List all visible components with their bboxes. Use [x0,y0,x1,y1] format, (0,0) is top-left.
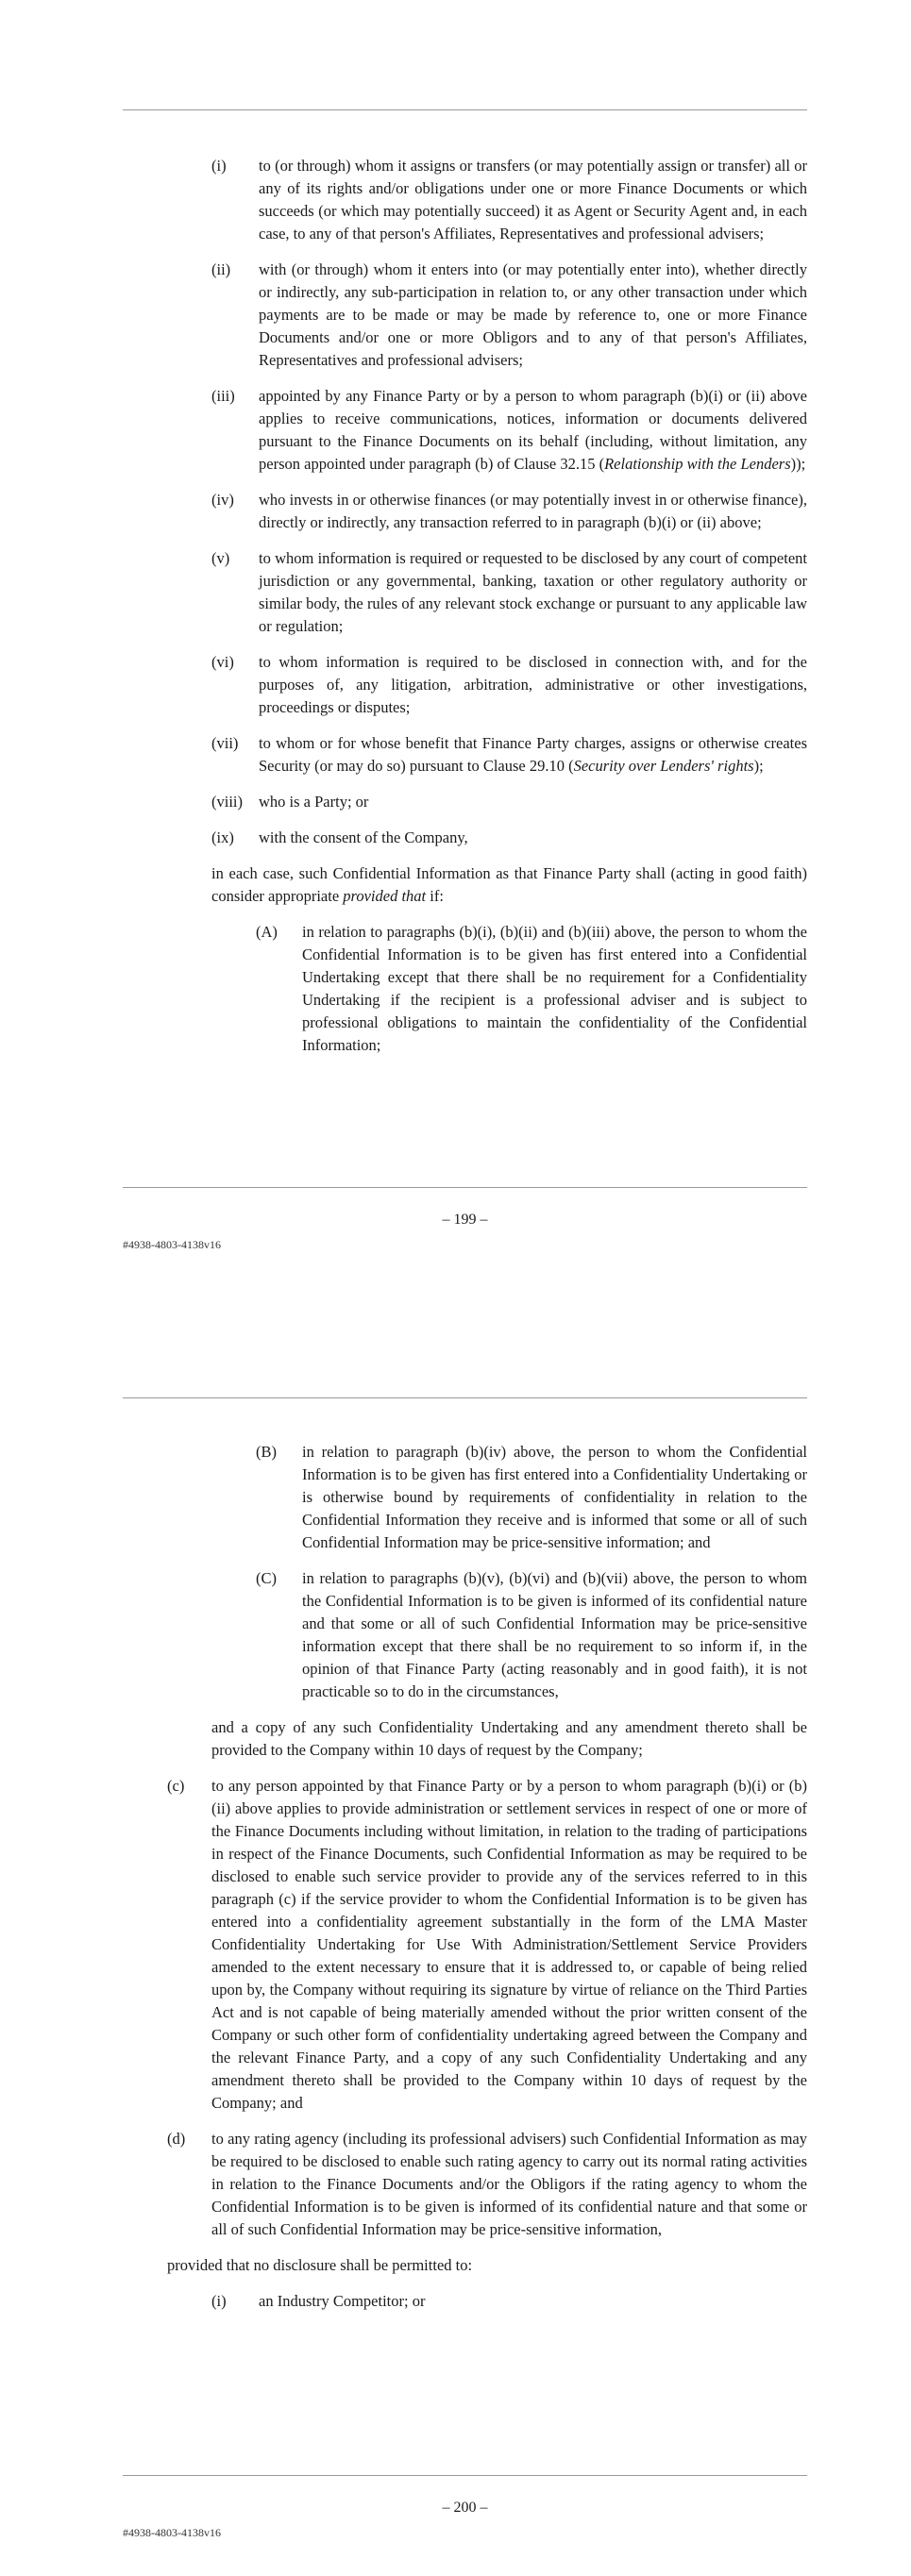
page-200-body [123,1441,807,2326]
item-label: (v) [211,549,230,567]
clause-item-v [123,547,807,638]
clause-item-c [123,1775,807,2115]
item-text: to whom information is required to be disclosed in connection with, and for the purposes of, any litigation, arbitration, administrative or other investigations, proceedings or disputes; [259,653,807,716]
item-text: to whom or for whose benefit that Finance Party charges, assigns or otherwise creates Security (or may do so) pursuant to Clause 29.10 (Security over Lenders' rights); [259,734,807,775]
item-label: (iii) [211,387,235,405]
clause-item-A [123,921,807,1057]
clause-item-iv [123,489,807,534]
page-199-body [123,155,807,1070]
page-number: – 199 – [442,1212,488,1228]
page-200 [0,1288,911,2576]
clause-item-vi [123,651,807,719]
header-rule [123,109,807,110]
item-label: (C) [256,1569,277,1587]
item-text: an Industry Competitor; or [259,2292,426,2310]
item-label: (d) [167,2130,186,2148]
proviso-paragraph: provided that no disclosure shall be permitted to: [167,2256,473,2274]
item-text: to any person appointed by that Finance Party or by a person to whom paragraph (b)(i) or (b)(ii) above applies to provide administration or settlement services in respect of one or more of the Finance Documents including without limitation, in relation to the trading of participations in respect of the Finance Documents, such Confidential Information as may be required to be disclosed to enable such service provider to provide any of the services referred to in this paragraph (c) if the service provider to whom the Confidential Information is to be given has entered into a confidentiality agreement substantially in the form of the LMA Master Confidentiality Undertaking for Use With Administration/Settlement Service Providers amended to the extent necessary to ensure that it is addressed to, or capable of being relied upon by, the Company without requiring its signature by virtue of reliance on the Third Parties Act and is not capable of being materially amended without the prior written consent of the Company or such other form of confidentiality undertaking agreed between the Company and the relevant Finance Party, and a copy of any such Confidentiality Undertaking and any amendment thereto shall be provided to the Company within 10 days of request by the Company; and [211,1777,807,2112]
clause-item-vii [123,732,807,778]
item-label: (vii) [211,734,239,752]
item-label: (viii) [211,793,243,811]
item-label: (i) [211,157,227,175]
clause-item-iii [123,385,807,476]
item-text: to any rating agency (including its professional advisers) such Confidential Information as may be required to be disclosed to enable such rating agency to carry out its normal rating activities in relation to the Finance Documents and/or the Obligors if the rating agency to whom the Confidential Information is to be given is informed of its confidential nature and that some or all of such Confidential Information may be price-sensitive information, [211,2130,807,2238]
item-label: (vi) [211,653,234,671]
clause-item-i-competitor [123,2290,807,2313]
clause-item-C [123,1567,807,1703]
item-text: with (or through) whom it enters into (or may potentially enter into), whether directly or indirectly, any sub-participation in relation to, or any other transaction under which payments are to be made or may be made by reference to, one or more Finance Documents and/or one or more Obligors and to any of that person's Affiliates, Representatives and professional advisers; [259,260,807,369]
clause-item-B [123,1441,807,1554]
item-text: in relation to paragraphs (b)(v), (b)(vi) and (b)(vii) above, the person to whom the Confidential Information is to be given is informed of its confidential nature and that some or all of such Confidential Information may be price-sensitive information except that there shall be no requirement to so inform if, in the opinion of that Finance Party (acting reasonably and in good faith), it is not practicable so to do in the circumstances, [302,1569,807,1700]
item-label: (ix) [211,828,234,846]
item-text: in relation to paragraphs (b)(i), (b)(ii) and (b)(iii) above, the person to whom the Confidential Information is to be given has first entered into a Confidential Undertaking except that there shall be no requirement for a Confidentiality Undertaking if the recipient is a professional adviser and is subject to professional obligations to maintain the confidentiality of the Confidential Information; [302,923,807,1054]
closing-paragraph: in each case, such Confidential Information as that Finance Party shall (acting in good faith) consider appropriate provided that if: [211,864,807,905]
item-text: in relation to paragraph (b)(iv) above, the person to whom the Confidential Information is to be given has first entered into a Confidentiality Undertaking or is otherwise bound by requirements of confidentiality in relation to the Confidential Information they receive and is informed that some or all of such Confidential Information may be price-sensitive information; and [302,1443,807,1551]
item-text: who is a Party; or [259,793,369,811]
clause-item-ix [123,827,807,849]
item-label: (A) [256,923,278,941]
clause-item-d [123,2128,807,2241]
item-text: to (or through) whom it assigns or transfers (or may potentially assign or transfer) all or any of its rights and/or obligations under one or more Finance Documents or which succeeds (or which may potentially succeed) it as Agent or Security Agent and, in each case, to any of that person's Affiliates, Representatives and professional advisers; [259,157,807,243]
item-label: (iv) [211,491,234,509]
item-text: with the consent of the Company, [259,828,468,846]
item-label: (c) [167,1777,185,1795]
footer-rule [123,2475,807,2476]
document-id: #4938-4803-4138v16 [123,1238,221,1251]
item-text: appointed by any Finance Party or by a person to whom paragraph (b)(i) or (ii) above applies to receive communications, notices, information or documents delivered pursuant to the Finance Documents on its behalf (including, without limitation, any person appointed under paragraph (b) of Clause 32.15 (Relationship with the Lenders)); [259,387,807,473]
item-text: who invests in or otherwise finances (or may potentially invest in or otherwise finance), directly or indirectly, any transaction referred to in paragraph (b)(i) or (ii) above; [259,491,807,531]
item-label: (B) [256,1443,277,1461]
header-rule [123,1397,807,1398]
clause-item-ii [123,259,807,372]
clause-item-i [123,155,807,245]
item-label: (i) [211,2292,227,2310]
clause-item-viii [123,791,807,813]
page-number: – 200 – [442,2500,488,2516]
footer-rule [123,1187,807,1188]
copy-paragraph: and a copy of any such Confidentiality Undertaking and any amendment thereto shall be provided to the Company within 10 days of request by the Company; [211,1718,807,1759]
item-label: (ii) [211,260,231,278]
document-id: #4938-4803-4138v16 [123,2526,221,2539]
item-text: to whom information is required or requested to be disclosed by any court of competent jurisdiction or any governmental, banking, taxation or other regulatory authority or similar body, the rules of any relevant stock exchange or pursuant to any applicable law or regulation; [259,549,807,635]
